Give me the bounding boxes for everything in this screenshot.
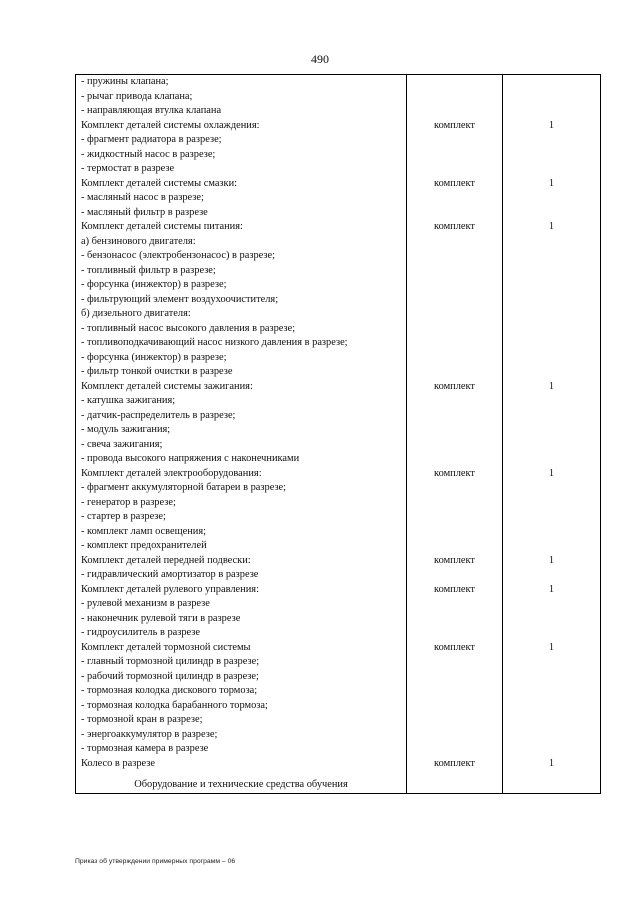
description-cell <box>76 177 407 221</box>
description-line: б) дизельного двигателя: <box>81 308 191 319</box>
description-line: - форсунка (инжектор) в разрезе; <box>81 279 227 290</box>
quantity-cell: 1 <box>503 757 601 772</box>
table-row <box>76 467 601 554</box>
description-cell <box>76 554 407 583</box>
description-line: - масляный фильтр в разрезе <box>81 206 208 218</box>
description-line: - тормозной кран в разрезе; <box>81 714 203 725</box>
table-row <box>76 119 601 177</box>
empty-cell <box>407 778 503 793</box>
equipment-table-body <box>76 75 601 794</box>
quantity-cell: 1 <box>503 583 601 641</box>
description-cell <box>76 757 407 772</box>
description-line: - стартер в разрезе; <box>81 511 166 522</box>
quantity-cell: 1 <box>503 380 601 467</box>
description-line: Комплект деталей системы зажигания: <box>81 380 253 392</box>
description-line: Колесо в разрезе <box>81 757 155 769</box>
description-line: - топливный насос высокого давления в разрезе; <box>81 322 296 334</box>
unit-cell: комплект <box>407 757 503 772</box>
table-row <box>76 75 601 119</box>
section-footer-row <box>76 778 601 793</box>
description-line: - топливоподкачивающий насос низкого давления в разрезе; <box>81 337 348 348</box>
equipment-table <box>75 74 601 794</box>
description-line: - тормозная камера в разрезе <box>81 743 209 754</box>
spacer-row <box>76 771 601 778</box>
description-line: - термостат в разрезе <box>81 163 175 174</box>
description-line: - датчик-распределитель в разрезе; <box>81 409 236 421</box>
quantity-cell: 1 <box>503 467 601 554</box>
table-row <box>76 380 601 467</box>
description-line: - главный тормозной цилиндр в разрезе; <box>81 656 260 667</box>
description-line: - фильтрующий элемент воздухоочистителя; <box>81 293 279 305</box>
description-line: - наконечник рулевой тяги в разрезе <box>81 612 241 624</box>
quantity-cell <box>503 75 601 119</box>
quantity-cell: 1 <box>503 177 601 221</box>
description-line: - рычаг привода клапана; <box>81 90 193 102</box>
description-line: - провода высокого напряжения с наконечниками <box>81 453 300 464</box>
unit-cell: комплект <box>407 583 503 641</box>
description-line: - фрагмент радиатора в разрезе; <box>81 134 222 145</box>
description-line: - пружины клапана; <box>81 76 169 87</box>
description-cell <box>76 467 407 554</box>
description-line: - фрагмент аккумуляторной батареи в разрезе; <box>81 482 287 493</box>
table-row <box>76 757 601 772</box>
description-line: - энергоаккумулятор в разрезе; <box>81 728 218 740</box>
description-line: - форсунка (инжектор) в разрезе; <box>81 351 227 363</box>
description-line: Комплект деталей системы смазки: <box>81 177 238 189</box>
description-line: - комплект предохранителей <box>81 540 207 551</box>
spacer-cell <box>407 771 503 778</box>
description-line: - фильтр тонкой очистки в разрезе <box>81 366 233 377</box>
unit-cell: комплект <box>407 380 503 467</box>
unit-cell: комплект <box>407 467 503 554</box>
description-line: Комплект деталей рулевого управления: <box>81 583 259 595</box>
quantity-cell: 1 <box>503 119 601 177</box>
description-line: Комплект деталей электрооборудования: <box>81 467 262 479</box>
description-line: Комплект деталей передней подвески: <box>81 554 251 566</box>
description-line: а) бензинового двигателя: <box>81 235 196 247</box>
unit-cell: комплект <box>407 119 503 177</box>
unit-cell: комплект <box>407 177 503 221</box>
description-line: - топливный фильтр в разрезе; <box>81 264 216 276</box>
description-line: - модуль зажигания; <box>81 424 171 435</box>
unit-cell: комплект <box>407 641 503 757</box>
description-line: Комплект деталей тормозной системы <box>81 641 251 653</box>
page-number: 490 <box>311 52 329 66</box>
unit-cell <box>407 75 503 119</box>
description-cell <box>76 583 407 641</box>
description-line: Комплект деталей системы питания: <box>81 221 243 232</box>
description-cell <box>76 220 407 380</box>
description-line: - рабочий тормозной цилиндр в разрезе; <box>81 670 259 682</box>
description-line: - гидроусилитель в разрезе <box>81 627 201 638</box>
description-line: - тормозная колодка дискового тормоза; <box>81 685 258 696</box>
spacer-cell <box>503 771 601 778</box>
quantity-cell: 1 <box>503 554 601 583</box>
unit-cell: комплект <box>407 554 503 583</box>
description-cell <box>76 75 407 119</box>
description-line: - бензонасос (электробензонасос) в разрезе; <box>81 250 275 261</box>
table-row <box>76 177 601 221</box>
description-line: - гидравлический амортизатор в разрезе <box>81 569 259 580</box>
quantity-cell: 1 <box>503 641 601 757</box>
description-line: - тормозная колодка барабанного тормоза; <box>81 699 268 711</box>
table-row <box>76 641 601 757</box>
description-cell <box>76 119 407 177</box>
description-line: - катушка зажигания; <box>81 395 176 406</box>
description-line: Комплект деталей системы охлаждения: <box>81 119 260 131</box>
description-line: - генератор в разрезе; <box>81 496 176 508</box>
description-line: - комплект ламп освещения; <box>81 525 207 537</box>
description-line: - направляющая втулка клапана <box>81 105 222 116</box>
quantity-cell: 1 <box>503 220 601 380</box>
table-row <box>76 554 601 583</box>
description-line: - масляный насос в разрезе; <box>81 192 204 203</box>
table-row <box>76 220 601 380</box>
description-cell <box>76 641 407 757</box>
description-line: - свеча зажигания; <box>81 438 163 450</box>
page-footer: Приказ об утверждении примерных программ – 06 <box>75 858 236 865</box>
section-heading: Оборудование и технические средства обучения <box>76 778 407 793</box>
description-line: - жидкостный насос в разрезе; <box>81 148 216 160</box>
description-line: - рулевой механизм в разрезе <box>81 598 210 609</box>
spacer-cell <box>76 771 407 778</box>
table-row <box>76 583 601 641</box>
description-cell <box>76 380 407 467</box>
empty-cell <box>503 778 601 793</box>
unit-cell: комплект <box>407 220 503 380</box>
